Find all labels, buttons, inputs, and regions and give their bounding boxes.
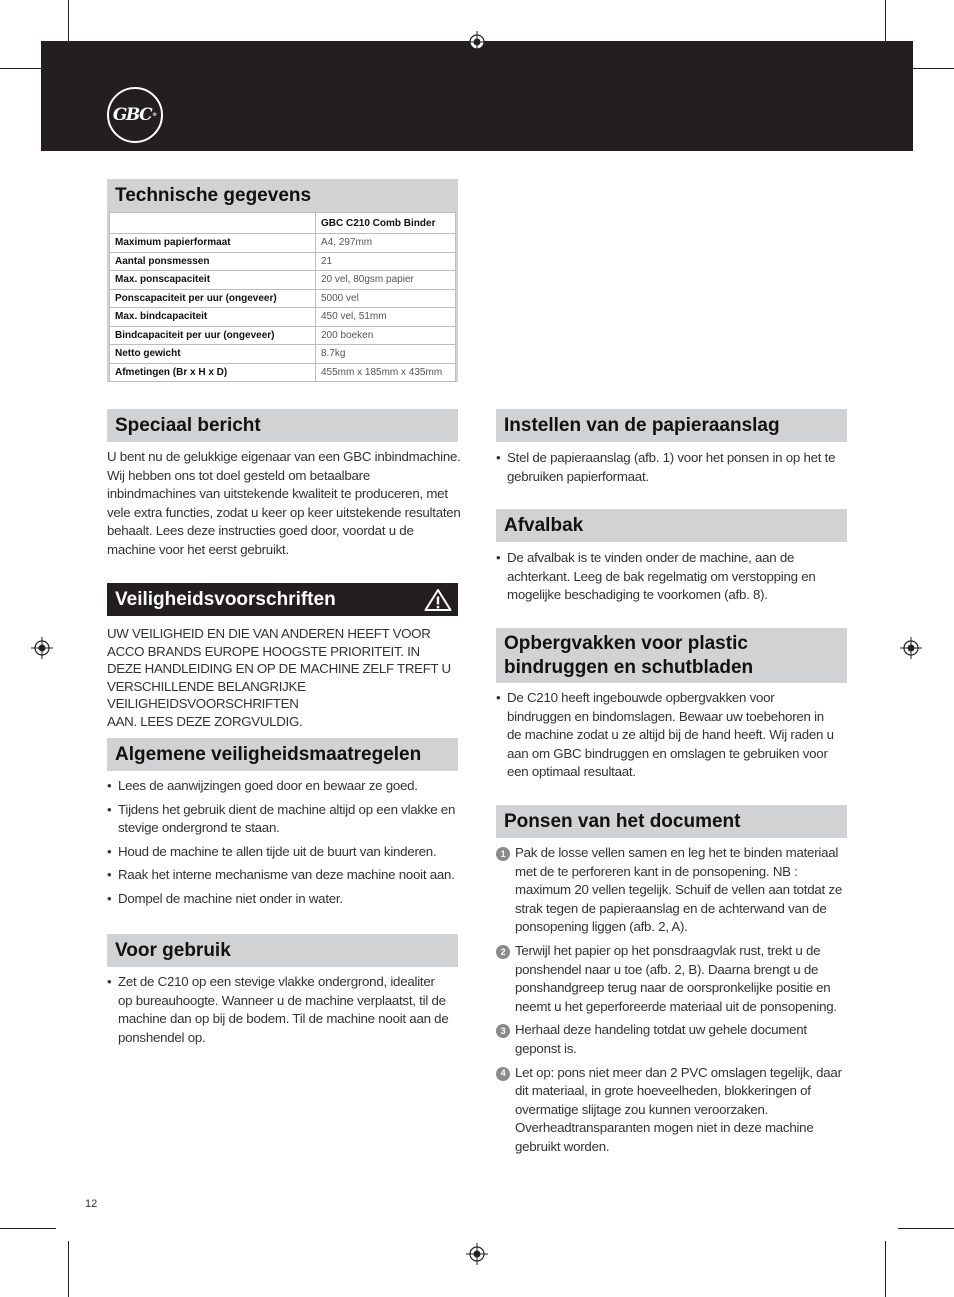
gbc-logo <box>107 87 163 143</box>
spec-value: 21 <box>316 252 456 271</box>
opbergvakken-heading <box>496 628 847 683</box>
table-header-empty <box>110 213 316 234</box>
veiligheid-line: AAN. LEES DEZE ZORGVULDIG. <box>107 713 303 729</box>
logo-text: GBC <box>112 105 152 125</box>
spec-key: Afmetingen (Br x H x D) <box>110 363 316 382</box>
veiligheid-line: UW VEILIGHEID EN DIE VAN ANDEREN HEEFT VOOR <box>107 626 431 641</box>
tech-specs-title: Technische gegevens <box>115 184 312 206</box>
header-band <box>41 41 913 151</box>
step-number-icon: 1 <box>496 847 510 861</box>
step-text: Pak de losse vellen samen en leg het te binden materiaal met de te perforeren kant in de ponsopening. NB : maximum 20 vellen tegelijk. Schuif de vellen aan totdat ze strak tegen de papieraanslag en de achterwand van de ponsopening liggen (afb. 2, A). <box>515 845 842 935</box>
table-row <box>110 289 456 308</box>
registration-mark-icon <box>900 637 922 659</box>
step-number-icon: 4 <box>496 1067 510 1081</box>
veiligheid-text <box>107 625 461 731</box>
list-item: • De C210 heeft ingebouwde opbergvakken voor bindruggen en bindomslagen. Bewaar uw toebehoren in de machine zodat u ze altijd bij de hand heeft. Wij raden u aan om GBC bindruggen en omslagen te gebruiken voor een optimaal resultaat. <box>496 689 840 782</box>
step-text: Terwijl het papier op het ponsdraagvlak rust, trekt u de ponshendel naar u toe (afb. 2, B). Daarna brengt u de ponshandgreep terug naar de oorspronkelijke positie en neemt u het geperforeerde materiaal uit de ponsopening. <box>515 942 837 1014</box>
table-row <box>110 326 456 345</box>
list-item: • Dompel de machine niet onder in water. <box>107 890 461 909</box>
table-row <box>110 252 456 271</box>
papieraanslag-heading: Instellen van de papieraanslag <box>496 409 847 442</box>
speciaal-bericht-heading: Speciaal bericht <box>107 409 458 442</box>
step-item <box>496 942 850 1016</box>
step-item <box>496 1064 850 1157</box>
table-header-row <box>110 213 456 234</box>
step-number-icon: 2 <box>496 945 510 959</box>
table-row <box>110 363 456 382</box>
spec-value: 5000 vel <box>316 289 456 308</box>
table-row <box>110 345 456 364</box>
papieraanslag-list <box>496 449 840 491</box>
list-item: • De afvalbak is te vinden onder de machine, aan de achterkant. Leeg de bak regelmatig om verstopping en mogelijke beschadiging te voorkomen (afb. 8). <box>496 549 826 605</box>
algemene-veiligheid-list <box>107 777 461 914</box>
table-row <box>110 234 456 253</box>
veiligheidsvoorschriften-heading <box>107 583 458 616</box>
spec-key: Aantal ponsmessen <box>110 252 316 271</box>
list-item: • Zet de C210 op een stevige vlakke ondergrond, idealiter op bureauhoogte. Wanneer u de machine verplaatst, til de machine dan op bij de bodem. Til de machine nooit aan de ponshendel op. <box>107 973 451 1047</box>
step-text: Herhaal deze handeling totdat uw gehele document geponst is. <box>515 1022 807 1056</box>
table-row <box>110 308 456 327</box>
registration-mark-icon <box>466 1243 488 1265</box>
veiligheidsvoorschriften-title: Veiligheidsvoorschriften <box>115 588 336 610</box>
registration-mark-icon <box>31 637 53 659</box>
spec-value: 455mm x 185mm x 435mm <box>316 363 456 382</box>
warning-icon <box>424 588 452 612</box>
crop-mark <box>898 1228 954 1229</box>
opbergvakken-list <box>496 689 840 787</box>
speciaal-bericht-text: U bent nu de gelukkige eigenaar van een GBC inbindmachine. Wij hebben ons tot doel gesteld om betaalbare inbindmachines van uitstekende kwaliteit te produceren, met vele extra functies, zodat u keer op keer uitstekende resultaten behaalt. Lees deze instructies goed door, voordat u de machine voor het eerst gebruikt. <box>107 449 461 557</box>
ponsen-heading: Ponsen van het document <box>496 805 847 838</box>
voor-gebruik-list <box>107 973 451 1052</box>
tech-specs-section <box>107 179 458 382</box>
voor-gebruik-heading: Voor gebruik <box>107 934 458 967</box>
spec-key: Ponscapaciteit per uur (ongeveer) <box>110 289 316 308</box>
spec-value: 8.7kg <box>316 345 456 364</box>
list-item: • Stel de papieraanslag (afb. 1) voor het ponsen in op het te gebruiken papierformaat. <box>496 449 840 486</box>
opbergvakken-title-line: Opbergvakken voor plastic <box>504 632 748 654</box>
spec-key: Max. ponscapaciteit <box>110 271 316 290</box>
logo-mark: ® <box>152 112 158 118</box>
table-row <box>110 271 456 290</box>
algemene-veiligheid-heading: Algemene veiligheidsmaatregelen <box>107 738 458 771</box>
list-item: • Lees de aanwijzingen goed door en bewaar ze goed. <box>107 777 461 796</box>
spec-key: Bindcapaciteit per uur (ongeveer) <box>110 326 316 345</box>
table-header-model: GBC C210 Comb Binder <box>316 213 456 234</box>
ponsen-steps <box>496 844 850 1162</box>
list-item: • Houd de machine te allen tijde uit de buurt van kinderen. <box>107 843 461 862</box>
spec-key: Max. bindcapaciteit <box>110 308 316 327</box>
afvalbak-list <box>496 549 826 610</box>
step-item <box>496 1021 850 1058</box>
spec-key: Netto gewicht <box>110 345 316 364</box>
page-number: 12 <box>85 1198 98 1210</box>
spec-key: Maximum papierformaat <box>110 234 316 253</box>
afvalbak-heading: Afvalbak <box>496 509 847 542</box>
veiligheid-line: VERSCHILLENDE BELANGRIJKE VEILIGHEIDSVOORSCHRIFTEN <box>107 678 306 712</box>
veiligheid-line: DEZE HANDLEIDING EN OP DE MACHINE ZELF TREFT U <box>107 661 451 677</box>
spec-value: 450 vel, 51mm <box>316 308 456 327</box>
list-item: • Tijdens het gebruik dient de machine altijd op een vlakke en stevige ondergrond te staan. <box>107 801 461 838</box>
tech-specs-table <box>109 212 456 382</box>
crop-mark <box>0 1228 56 1229</box>
crop-mark <box>68 1241 69 1297</box>
step-text: Let op: pons niet meer dan 2 PVC omslagen tegelijk, daar dit materiaal, in grote hoeveelheden, blokkeringen of overmatige slijtage zou kunnen veroorzaken. Overheadtransparanten mogen niet in deze machine gebruikt worden. <box>515 1064 842 1154</box>
spec-value: 20 vel, 80gsm papier <box>316 271 456 290</box>
spec-value: A4, 297mm <box>316 234 456 253</box>
list-item: • Raak het interne mechanisme van deze machine nooit aan. <box>107 866 461 885</box>
step-number-icon: 3 <box>496 1024 510 1038</box>
registration-mark-icon <box>466 31 488 53</box>
veiligheid-line: ACCO BRANDS EUROPE HOOGSTE PRIORITEIT. IN <box>107 643 420 659</box>
step-item <box>496 844 850 937</box>
opbergvakken-title-line: bindruggen en schutbladen <box>504 656 754 678</box>
crop-mark <box>885 1241 886 1297</box>
spec-value: 200 boeken <box>316 326 456 345</box>
